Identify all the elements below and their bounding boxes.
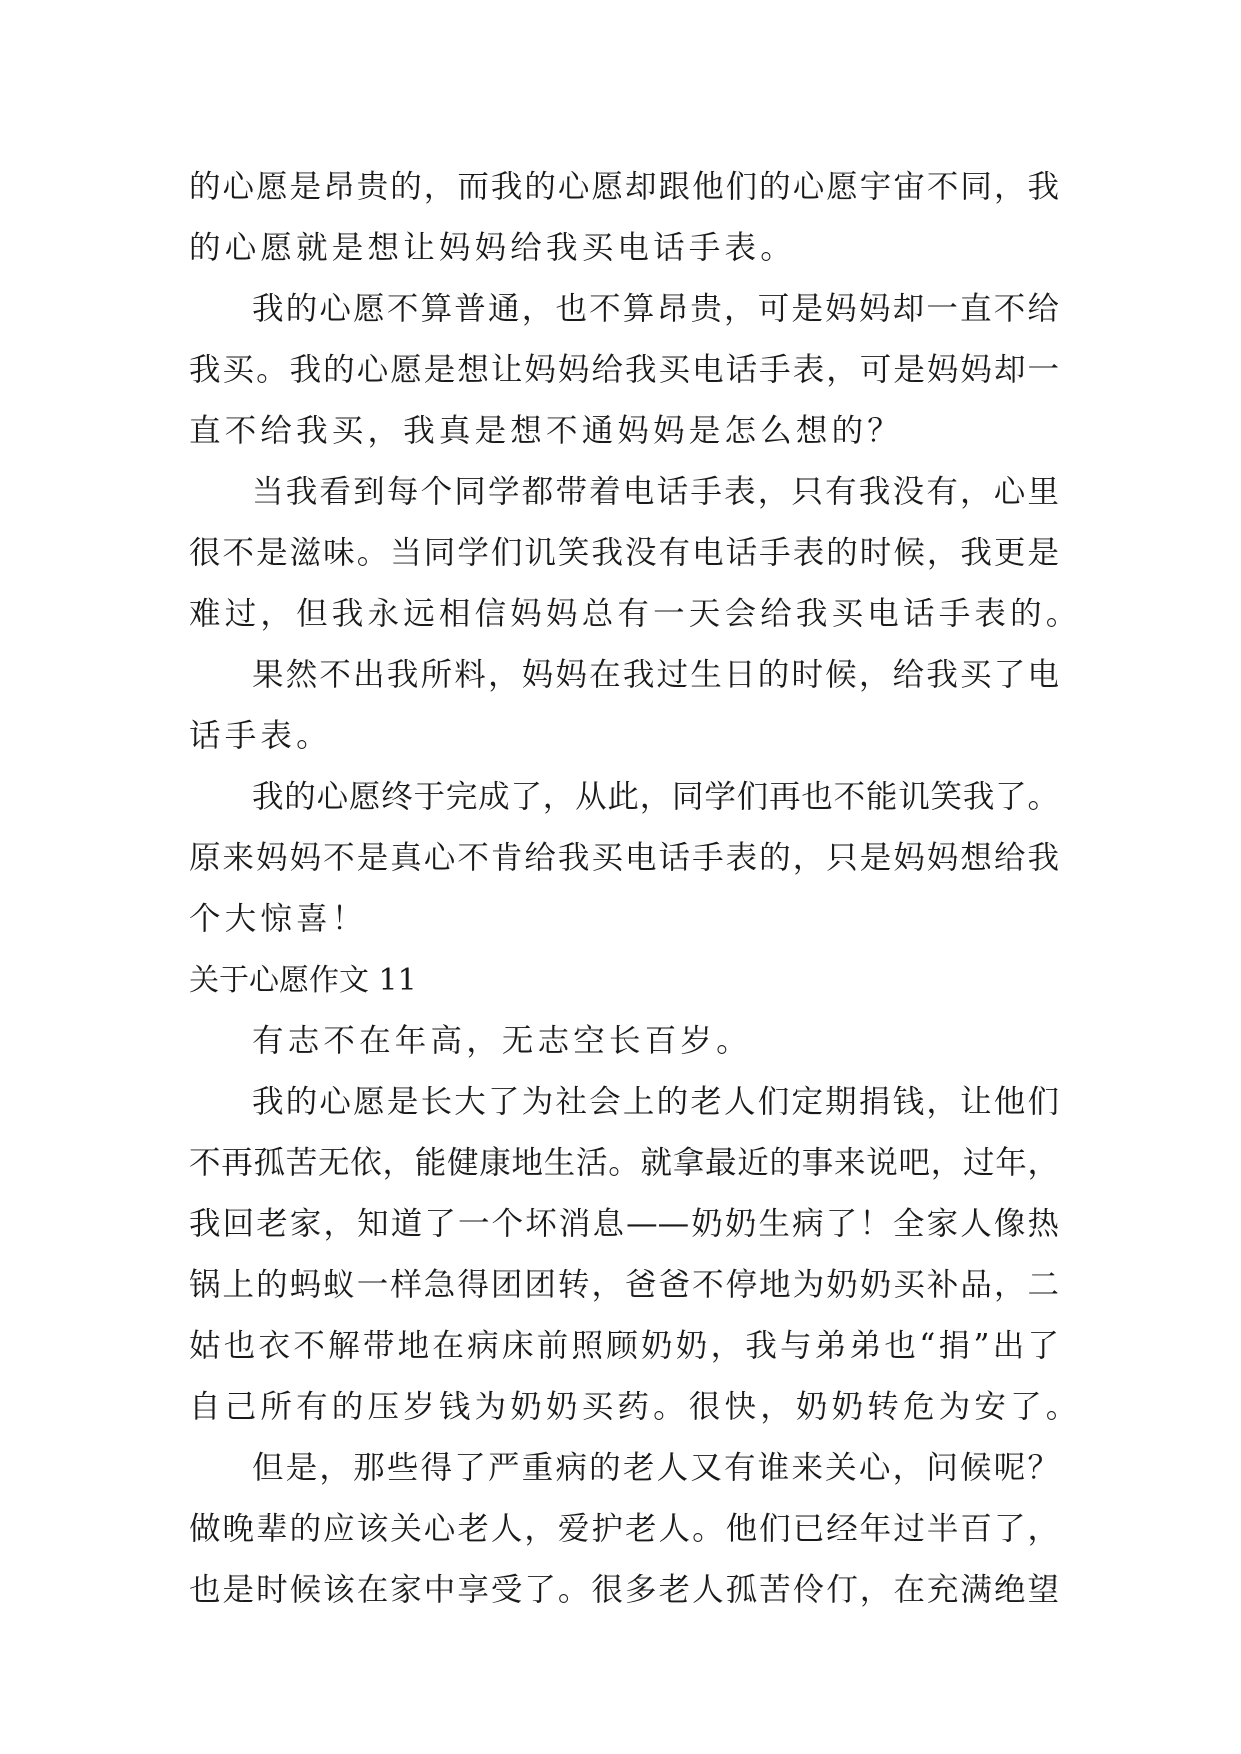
paragraph-start-line: 但是，那些得了严重病的老人又有谁来关心，问候呢？: [252, 1450, 1059, 1486]
document-body: [189, 157, 1082, 1621]
paragraph-start-line: 我的心愿不算普通，也不算昂贵，可是妈妈却一直不给: [252, 291, 1059, 327]
text-line: 不再孤苦无依，能健康地生活。就拿最近的事来说吧，过年，: [189, 1145, 1059, 1181]
paragraph-start-line: 我的心愿是长大了为社会上的老人们定期捐钱，让他们: [252, 1084, 1059, 1120]
text-line: 我回老家，知道了一个坏消息——奶奶生病了！全家人像热: [189, 1206, 1059, 1242]
paragraph-start-line: 果然不出我所料，妈妈在我过生日的时候，给我买了电: [252, 657, 1059, 693]
paragraph-start-line: 有志不在年高，无志空长百岁。: [252, 1023, 752, 1059]
paragraph-start-line: 当我看到每个同学都带着电话手表，只有我没有，心里: [252, 474, 1059, 510]
text-line: 自己所有的压岁钱为奶奶买药。很快，奶奶转危为安了。: [189, 1389, 1082, 1425]
text-line: 直不给我买，我真是想不通妈妈是怎么想的？: [189, 413, 904, 449]
text-line: 原来妈妈不是真心不肯给我买电话手表的，只是妈妈想给我: [189, 840, 1059, 876]
text-line: 的心愿是昂贵的，而我的心愿却跟他们的心愿宇宙不同，我: [189, 169, 1059, 205]
text-line: 很不是滋味。当同学们讥笑我没有电话手表的时候，我更是: [189, 535, 1059, 571]
text-line: 的心愿就是想让妈妈给我买电话手表。: [189, 230, 796, 266]
text-line: 难过，但我永远相信妈妈总有一天会给我买电话手表的。: [189, 596, 1082, 632]
text-line: 姑也衣不解带地在病床前照顾奶奶，我与弟弟也“捐”出了: [189, 1328, 1059, 1364]
paragraph-start-line: 我的心愿终于完成了，从此，同学们再也不能讥笑我了。: [252, 779, 1059, 815]
text-line: 话手表。: [189, 718, 332, 754]
text-line: 也是时候该在家中享受了。很多老人孤苦伶仃，在充满绝望: [189, 1572, 1059, 1608]
text-line: 锅上的蚂蚁一样急得团团转，爸爸不停地为奶奶买补品，二: [189, 1267, 1059, 1303]
text-line: 个大惊喜！: [189, 901, 368, 937]
section-heading: 关于心愿作文 11: [189, 963, 417, 998]
text-line: 做晚辈的应该关心老人，爱护老人。他们已经年过半百了，: [189, 1511, 1059, 1547]
text-line: 我买。我的心愿是想让妈妈给我买电话手表，可是妈妈却一: [189, 352, 1059, 388]
